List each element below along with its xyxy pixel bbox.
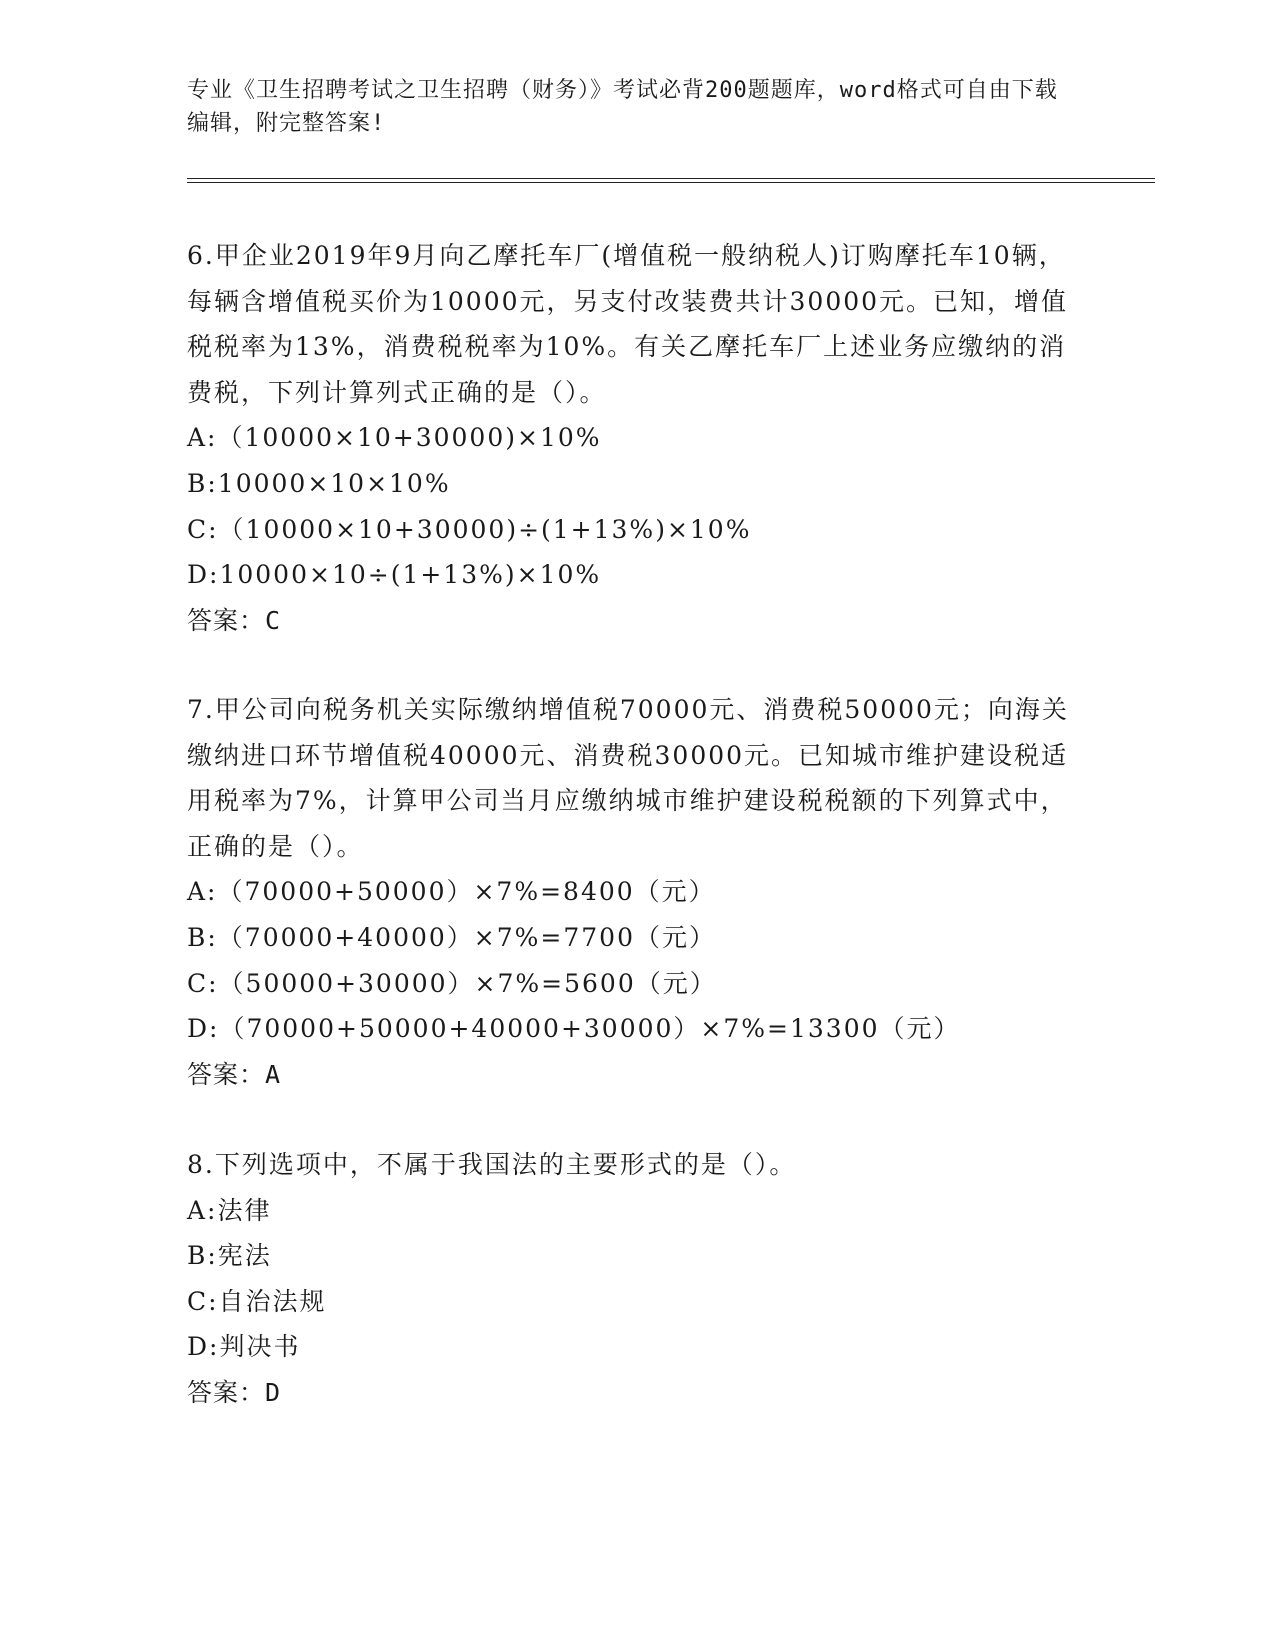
document-header: 专业《卫生招聘考试之卫生招聘（财务）》考试必背200题题库，word格式可自由下载编辑，附完整答案! xyxy=(187,78,1058,136)
question-8 xyxy=(187,1142,1087,1416)
question-stem: 7.甲公司向税务机关实际缴纳增值税70000元、消费税50000元；向海关缴纳进口环节增值税40000元、消费税30000元。已知城市维护建设税适用税率为7%，计算甲公司当月应缴纳城市维护建设税税额的下列算式中，正确的是（）。 xyxy=(187,695,1069,861)
option-d: D:判决书 xyxy=(187,1332,301,1362)
option-b: B:10000×10×10% xyxy=(187,468,451,498)
option-d: D:（70000+50000+40000+30000）×7%=13300（元） xyxy=(187,1014,961,1044)
question-stem: 8.下列选项中，不属于我国法的主要形式的是（）。 xyxy=(187,1150,797,1179)
option-c: C:自治法规 xyxy=(187,1286,327,1316)
option-a: A:（70000+50000）×7%=8400（元） xyxy=(187,877,716,907)
answer-line: 答案：D xyxy=(187,1377,282,1407)
answer-line: 答案：A xyxy=(187,1059,282,1089)
option-a: A:法律 xyxy=(187,1195,272,1225)
question-6 xyxy=(187,233,1087,643)
option-c: C:（50000+30000）×7%=5600（元） xyxy=(187,968,717,998)
answer-line: 答案：C xyxy=(187,605,282,635)
option-a: A:（10000×10+30000)×10% xyxy=(187,423,602,453)
question-stem: 6.甲企业2019年9月向乙摩托车厂(增值税一般纳税人)订购摩托车10辆，每辆含增值税买价为10000元，另支付改装费共计30000元。已知，增值税税率为13%，消费税税率为10%。有关乙摩托车厂上述业务应缴纳的消费税，下列计算列式正确的是（）。 xyxy=(187,241,1069,407)
option-c: C:（10000×10+30000)÷(1+13%)×10% xyxy=(187,514,752,544)
option-b: B:（70000+40000）×7%=7700（元） xyxy=(187,922,716,952)
option-b: B:宪法 xyxy=(187,1241,272,1271)
question-7 xyxy=(187,687,1087,1097)
header-divider xyxy=(187,178,1155,183)
option-d: D:10000×10÷(1+13%)×10% xyxy=(187,560,602,590)
